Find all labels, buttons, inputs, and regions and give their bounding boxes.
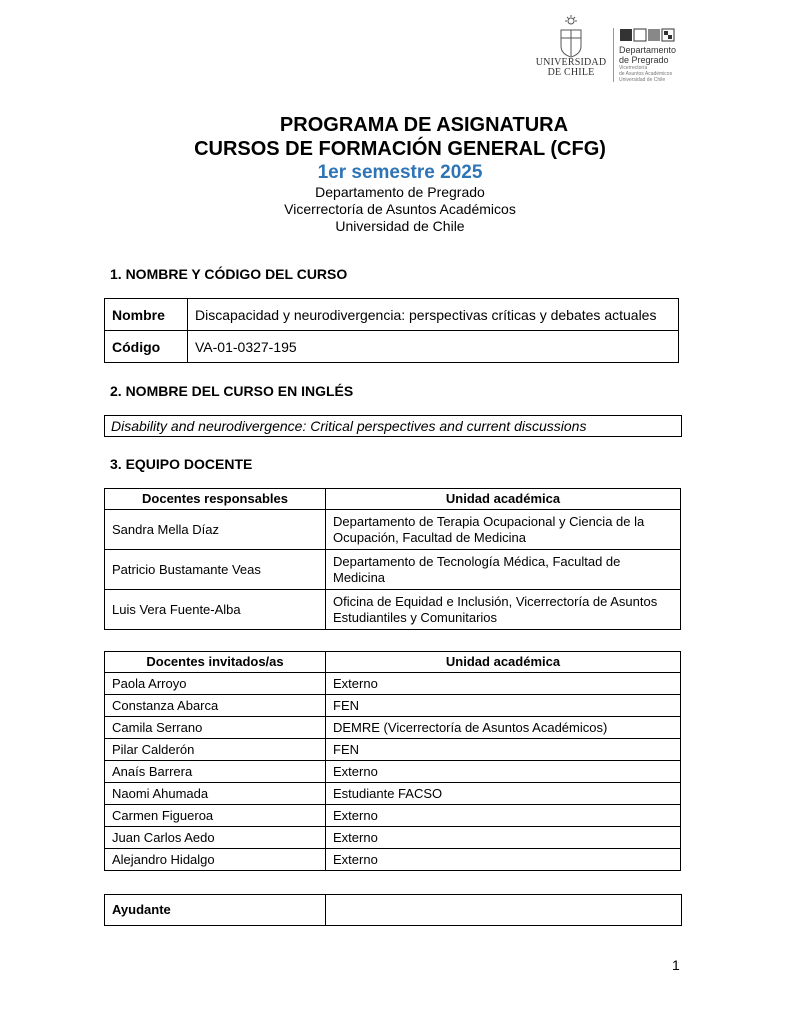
table-row — [105, 827, 681, 849]
dept-title-line1: Departamento — [619, 45, 677, 55]
table-row — [105, 550, 681, 590]
teacher-name: Sandra Mella Díaz — [105, 510, 326, 550]
course-name-label: Nombre — [105, 299, 188, 331]
guest-name: Naomi Ahumada — [105, 783, 326, 805]
table-header-row — [105, 652, 681, 673]
table-row — [105, 761, 681, 783]
guest-name: Paola Arroyo — [105, 673, 326, 695]
table-row — [105, 895, 682, 926]
university-crest-icon — [556, 14, 586, 58]
departamento-pregrado-logo — [619, 28, 709, 84]
table-row — [105, 783, 681, 805]
column-header: Unidad académica — [326, 652, 681, 673]
table-row — [105, 299, 679, 331]
course-code-value: VA-01-0327-195 — [188, 331, 679, 363]
table-row — [105, 331, 679, 363]
header-university: Universidad de Chile — [335, 218, 465, 234]
semester-label: 1er semestre 2025 — [317, 162, 483, 183]
table-row — [105, 590, 681, 630]
guest-name: Alejandro Hidalgo — [105, 849, 326, 871]
dept-sub-line1: Vicerrectoría — [619, 65, 648, 71]
table-row — [105, 717, 681, 739]
header-department: Departamento de Pregrado — [315, 184, 485, 200]
table-row — [105, 849, 681, 871]
guest-name: Carmen Figueroa — [105, 805, 326, 827]
table-row — [105, 739, 681, 761]
guest-unit: Externo — [326, 805, 681, 827]
teacher-unit: Oficina de Equidad e Inclusión, Vicerrectoría de Asuntos Estudiantiles y Comunitarios — [326, 590, 681, 630]
english-course-name: Disability and neurodivergence: Critical perspectives and current discussions — [104, 415, 682, 437]
guest-unit: Estudiante FACSO — [326, 783, 681, 805]
guest-unit: Externo — [326, 827, 681, 849]
teacher-unit: Departamento de Terapia Ocupacional y Ciencia de la Ocupación, Facultad de Medicina — [326, 510, 681, 550]
section-1-heading: 1. NOMBRE Y CÓDIGO DEL CURSO — [110, 266, 348, 282]
page-number: 1 — [672, 957, 680, 973]
guest-unit: Externo — [326, 673, 681, 695]
universidad-de-chile-logo — [534, 14, 608, 84]
guest-unit: Externo — [326, 849, 681, 871]
guest-name: Camila Serrano — [105, 717, 326, 739]
responsible-teachers-table — [104, 488, 681, 630]
table-row — [105, 510, 681, 550]
dept-title-line2: de Pregrado — [619, 55, 669, 65]
guest-unit: Externo — [326, 761, 681, 783]
table-header-row — [105, 489, 681, 510]
guest-name: Juan Carlos Aedo — [105, 827, 326, 849]
guest-unit: DEMRE (Vicerrectoría de Asuntos Académicos) — [326, 717, 681, 739]
dept-sub-line2: de Asuntos Académicos — [619, 71, 673, 77]
table-row — [105, 673, 681, 695]
section-2-heading: 2. NOMBRE DEL CURSO EN INGLÉS — [110, 383, 354, 399]
course-name-value: Discapacidad y neurodivergencia: perspectivas críticas y debates actuales — [188, 299, 679, 331]
logo-divider — [613, 28, 614, 82]
guest-unit: FEN — [326, 695, 681, 717]
dept-sub-line3: Universidad de Chile — [619, 77, 666, 83]
university-name-line1: UNIVERSIDAD — [535, 57, 607, 68]
column-header: Unidad académica — [326, 489, 681, 510]
course-code-label: Código — [105, 331, 188, 363]
column-header: Docentes responsables — [105, 489, 326, 510]
document-subtitle: CURSOS DE FORMACIÓN GENERAL (CFG) — [194, 138, 606, 160]
assistant-table — [104, 894, 682, 926]
teacher-name: Patricio Bustamante Veas — [105, 550, 326, 590]
guest-unit: FEN — [326, 739, 681, 761]
assistant-label: Ayudante — [105, 895, 326, 926]
assistant-value — [326, 895, 682, 926]
invited-teachers-table — [104, 651, 681, 871]
university-name-line2: DE CHILE — [547, 67, 595, 78]
course-info-table — [104, 298, 679, 363]
guest-name: Anaís Barrera — [105, 761, 326, 783]
document-title: PROGRAMA DE ASIGNATURA — [279, 114, 569, 136]
section-3-heading: 3. EQUIPO DOCENTE — [110, 456, 253, 472]
column-header: Docentes invitados/as — [105, 652, 326, 673]
guest-name: Pilar Calderón — [105, 739, 326, 761]
teacher-unit: Departamento de Tecnología Médica, Facultad de Medicina — [326, 550, 681, 590]
header-vicerrectoria: Vicerrectoría de Asuntos Académicos — [284, 201, 516, 217]
guest-name: Constanza Abarca — [105, 695, 326, 717]
pixel-squares-icon — [619, 28, 677, 42]
table-row — [105, 805, 681, 827]
table-row — [105, 695, 681, 717]
teacher-name: Luis Vera Fuente-Alba — [105, 590, 326, 630]
